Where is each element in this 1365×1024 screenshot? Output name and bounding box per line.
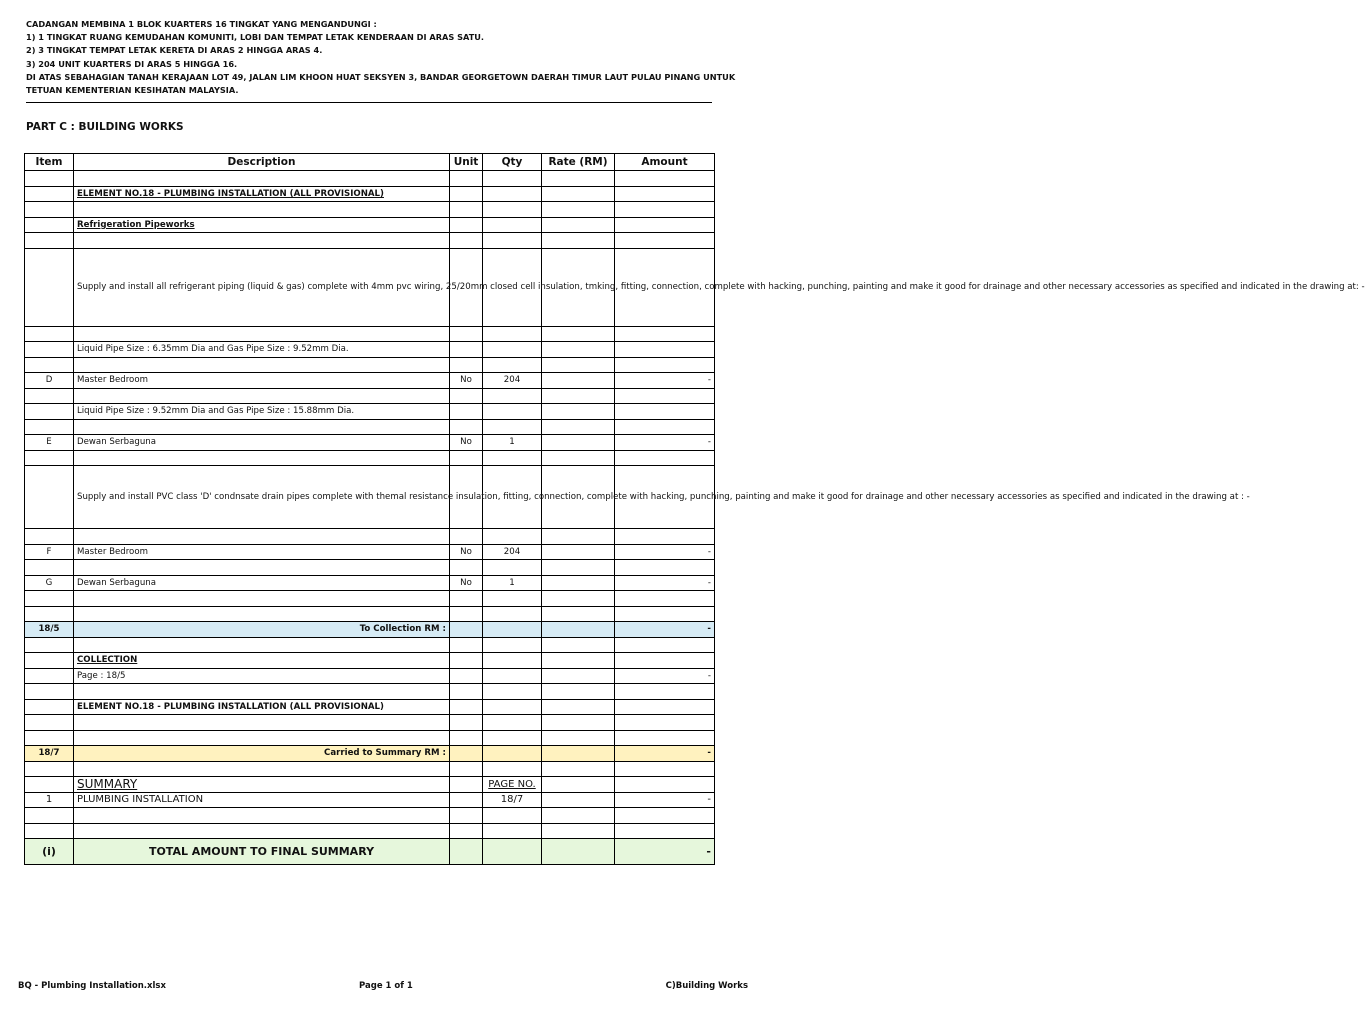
collection-page-ref: 18/5	[25, 622, 74, 638]
supply-pvc-desc: Supply and install PVC class 'D' condnsate drain pipes complete with themal resistance insulation, fitting, connection, complete with hacking, punching, painting and make it good for drainage and other necessary accessories as specified and indicated in the drawing at : -	[74, 466, 450, 529]
collection-page: Page : 18/5	[74, 668, 450, 684]
total-label: TOTAL AMOUNT TO FINAL SUMMARY	[74, 839, 450, 865]
col-description-header: Description	[74, 154, 450, 171]
refrigeration-title: Refrigeration Pipeworks	[74, 217, 450, 233]
item-qty: 1	[483, 435, 542, 451]
col-rate-header: Rate (RM)	[542, 154, 615, 171]
table-header-row	[25, 154, 715, 171]
table-row	[25, 466, 715, 529]
summary-item-no: 1	[25, 792, 74, 808]
total-row	[25, 839, 715, 865]
table-row	[25, 342, 715, 358]
col-qty-header: Qty	[483, 154, 542, 171]
table-row	[25, 217, 715, 233]
summary-row	[25, 792, 715, 808]
table-row	[25, 419, 715, 435]
item-qty: 204	[483, 373, 542, 389]
table-row	[25, 404, 715, 420]
col-item-header: Item	[25, 154, 74, 171]
item-code: G	[25, 575, 74, 591]
item-desc: Dewan Serbaguna	[74, 575, 450, 591]
table-row	[25, 202, 715, 218]
item-amount: -	[615, 373, 715, 389]
item-amount: -	[615, 435, 715, 451]
table-row	[25, 357, 715, 373]
table-row	[25, 560, 715, 576]
carried-label: Carried to Summary RM :	[74, 746, 450, 762]
table-row	[25, 684, 715, 700]
carried-to-summary-row	[25, 746, 715, 762]
table-row	[25, 373, 715, 389]
element-title: ELEMENT NO.18 - PLUMBING INSTALLATION (ALL PROVISIONAL)	[74, 186, 450, 202]
item-code: E	[25, 435, 74, 451]
table-row	[25, 653, 715, 669]
total-item: (i)	[25, 839, 74, 865]
summary-item-amount: -	[615, 792, 715, 808]
table-row	[25, 435, 715, 451]
item-desc: Dewan Serbaguna	[74, 435, 450, 451]
supply-refrigerant-desc: Supply and install all refrigerant piping (liquid & gas) complete with 4mm pvc wiring, 25/20mm closed cell insulation, tmking, fitting, connection, complete with hacking, punching, painting and make it good for drainage and other necessary accessories as specified and indicated in the drawing at: -	[74, 248, 450, 326]
table-row	[25, 637, 715, 653]
pipe-size-desc: Liquid Pipe Size : 9.52mm Dia and Gas Pipe Size : 15.88mm Dia.	[74, 404, 450, 420]
carried-page-ref: 18/7	[25, 746, 74, 762]
table-row	[25, 668, 715, 684]
table-row	[25, 808, 715, 824]
table-row	[25, 699, 715, 715]
table-row	[25, 326, 715, 342]
item-qty: 204	[483, 544, 542, 560]
table-row	[25, 823, 715, 839]
table-row	[25, 761, 715, 777]
table-row	[25, 233, 715, 249]
table-row	[25, 591, 715, 607]
table-row	[25, 171, 715, 187]
header-divider	[26, 102, 712, 103]
item-unit: No	[450, 544, 483, 560]
total-amount: -	[615, 839, 715, 865]
table-row	[25, 715, 715, 731]
col-amount-header: Amount	[615, 154, 715, 171]
header-line: 1) 1 TINGKAT RUANG KEMUDAHAN KOMUNITI, LOBI DAN TEMPAT LETAK KENDERAAN DI ARAS SATU.	[26, 32, 485, 43]
table-row	[25, 730, 715, 746]
footer-sheet: C)Building Works	[665, 981, 748, 991]
header-line: DI ATAS SEBAHAGIAN TANAH KERAJAAN LOT 49, JALAN LIM KHOON HUAT SEKSYEN 3, BANDAR GEORGETOWN DAERAH TIMUR LAUT PULAU PINANG UNTUK	[26, 71, 736, 82]
item-desc: Master Bedroom	[74, 373, 450, 389]
item-unit: No	[450, 575, 483, 591]
project-header	[26, 18, 736, 97]
table-row	[25, 777, 715, 793]
item-amount: -	[615, 575, 715, 591]
element-title-collection: ELEMENT NO.18 - PLUMBING INSTALLATION (ALL PROVISIONAL)	[74, 699, 450, 715]
header-line: 3) 204 UNIT KUARTERS DI ARAS 5 HINGGA 16.	[26, 58, 238, 69]
page-no-label: PAGE NO.	[483, 777, 542, 793]
table-row	[25, 575, 715, 591]
item-amount: -	[615, 544, 715, 560]
to-collection-row	[25, 622, 715, 638]
footer-filename: BQ - Plumbing Installation.xlsx	[18, 981, 166, 991]
col-unit-header: Unit	[450, 154, 483, 171]
item-code: D	[25, 373, 74, 389]
to-collection-amount: -	[615, 622, 715, 638]
item-unit: No	[450, 435, 483, 451]
table-row	[25, 450, 715, 466]
collection-amount: -	[615, 668, 715, 684]
table-row	[25, 606, 715, 622]
table-row	[25, 388, 715, 404]
header-line: 2) 3 TINGKAT TEMPAT LETAK KERETA DI ARAS 2 HINGGA ARAS 4.	[26, 45, 323, 56]
carried-amount: -	[615, 746, 715, 762]
summary-title: SUMMARY	[74, 777, 450, 793]
table-row	[25, 186, 715, 202]
item-qty: 1	[483, 575, 542, 591]
table-row	[25, 248, 715, 326]
pipe-size-desc: Liquid Pipe Size : 6.35mm Dia and Gas Pipe Size : 9.52mm Dia.	[74, 342, 450, 358]
header-line: CADANGAN MEMBINA 1 BLOK KUARTERS 16 TINGKAT YANG MENGANDUNGI :	[26, 19, 377, 29]
item-code: F	[25, 544, 74, 560]
table-row	[25, 544, 715, 560]
part-title: PART C : BUILDING WORKS	[26, 121, 184, 133]
item-desc: Master Bedroom	[74, 544, 450, 560]
summary-item-page: 18/7	[483, 792, 542, 808]
to-collection-label: To Collection RM :	[74, 622, 450, 638]
collection-title: COLLECTION	[74, 653, 450, 669]
item-unit: No	[450, 373, 483, 389]
footer-page: Page 1 of 1	[359, 981, 413, 991]
table-row	[25, 529, 715, 545]
bq-table	[24, 153, 1365, 865]
header-line: TETUAN KEMENTERIAN KESIHATAN MALAYSIA.	[26, 85, 239, 96]
summary-item-desc: PLUMBING INSTALLATION	[74, 792, 450, 808]
